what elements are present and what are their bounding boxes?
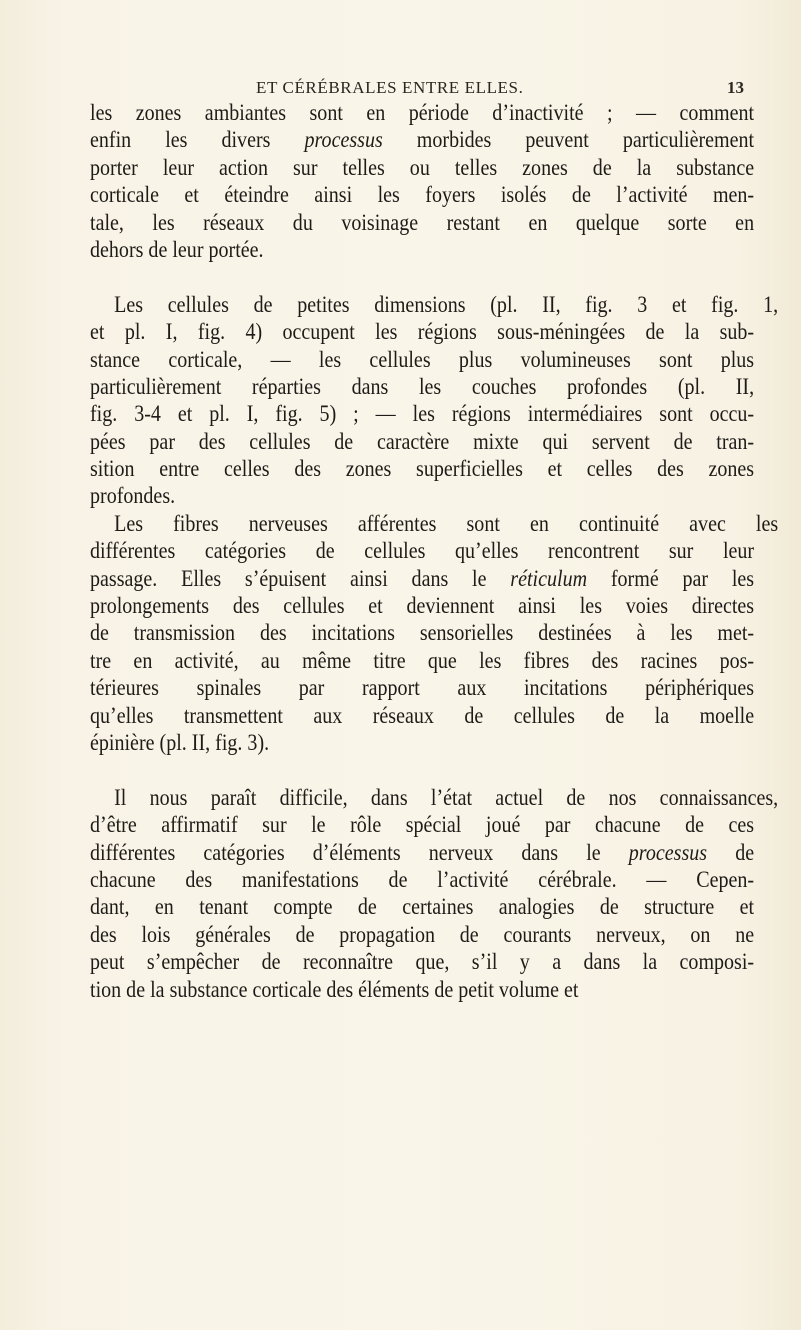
text-line: Les fibres nerveuses afférentes sont en continuité avec les xyxy=(114,510,779,537)
text-line: stance corticale, — les cellules plus volumineuses sont plus xyxy=(90,346,755,373)
text-line: prolongements des cellules et deviennent ainsi les voies directes xyxy=(90,593,755,620)
page-number: 13 xyxy=(727,78,744,97)
paragraph xyxy=(90,100,754,264)
text-line: tale, les réseaux du voisinage restant en quelque sorte en xyxy=(90,209,755,236)
text-line: chacune des manifestations de l’activité cérébrale. — Cepen- xyxy=(90,866,755,893)
text-line: qu’elles transmettent aux réseaux de cellules de la moelle xyxy=(90,702,755,729)
text-line: dant, en tenant compte de certaines analogies de structure et xyxy=(90,894,755,921)
text-line: tion de la substance corticale des éléments de petit volume et xyxy=(90,976,579,1003)
paragraph xyxy=(90,784,779,1004)
text-line: enfin les divers processus morbides peuvent particulièrement xyxy=(90,127,755,154)
running-title: ET CÉRÉBRALES ENTRE ELLES. xyxy=(256,78,524,97)
text-line: d’être affirmatif sur le rôle spécial joué par chacune de ces xyxy=(90,812,755,839)
text-line: porter leur action sur telles ou telles zones de la substance xyxy=(90,154,755,181)
text-line: térieures spinales par rapport aux incitations périphériques xyxy=(90,675,755,702)
text-line: fig. 3-4 et pl. I, fig. 5) ; — les régions intermédiaires sont occu- xyxy=(90,401,755,428)
text-line: les zones ambiantes sont en période d’inactivité ; — comment xyxy=(90,100,755,126)
text-line: et pl. I, fig. 4) occupent les régions sous-méningées de la sub- xyxy=(90,319,755,346)
text-line: épinière (pl. II, fig. 3). xyxy=(90,729,270,756)
italic-term: processus xyxy=(304,127,383,154)
paragraph-gap xyxy=(90,757,754,784)
text-line: profondes. xyxy=(90,483,176,510)
italic-term: processus xyxy=(628,839,708,866)
text-line: différentes catégories de cellules qu’elles rencontrent sur leur xyxy=(90,538,755,565)
running-head xyxy=(88,78,754,102)
italic-term: réticulum xyxy=(510,565,588,592)
text-line: des lois générales de propagation de courants nerveux, on ne xyxy=(90,921,755,948)
text-line: passage. Elles s’épuisent ainsi dans le réticulum formé par les xyxy=(90,565,755,592)
body-text xyxy=(90,100,779,1004)
text-line: de transmission des incitations sensorielles destinées à les met- xyxy=(90,620,755,647)
text-line: différentes catégories d’éléments nerveux dans le processus de xyxy=(90,839,755,866)
text-line: corticale et éteindre ainsi les foyers isolés de l’activité men- xyxy=(90,182,755,209)
text-line: peut s’empêcher de reconnaître que, s’il y a dans la composi- xyxy=(90,949,755,976)
text-line: particulièrement réparties dans les couches profondes (pl. II, xyxy=(90,373,755,400)
paragraph xyxy=(90,291,779,511)
text-line: Les cellules de petites dimensions (pl. II, fig. 3 et fig. 1, xyxy=(114,291,779,318)
text-line: Il nous paraît difficile, dans l’état actuel de nos connaissances, xyxy=(114,784,779,811)
text-line: pées par des cellules de caractère mixte qui servent de tran- xyxy=(90,428,755,455)
paragraph xyxy=(90,510,779,758)
paragraph-gap xyxy=(90,264,754,291)
text-line: dehors de leur portée. xyxy=(90,236,264,263)
text-line: sition entre celles des zones superficielles et celles des zones xyxy=(90,456,755,483)
text-line: tre en activité, au même titre que les fibres des racines pos- xyxy=(90,647,755,674)
